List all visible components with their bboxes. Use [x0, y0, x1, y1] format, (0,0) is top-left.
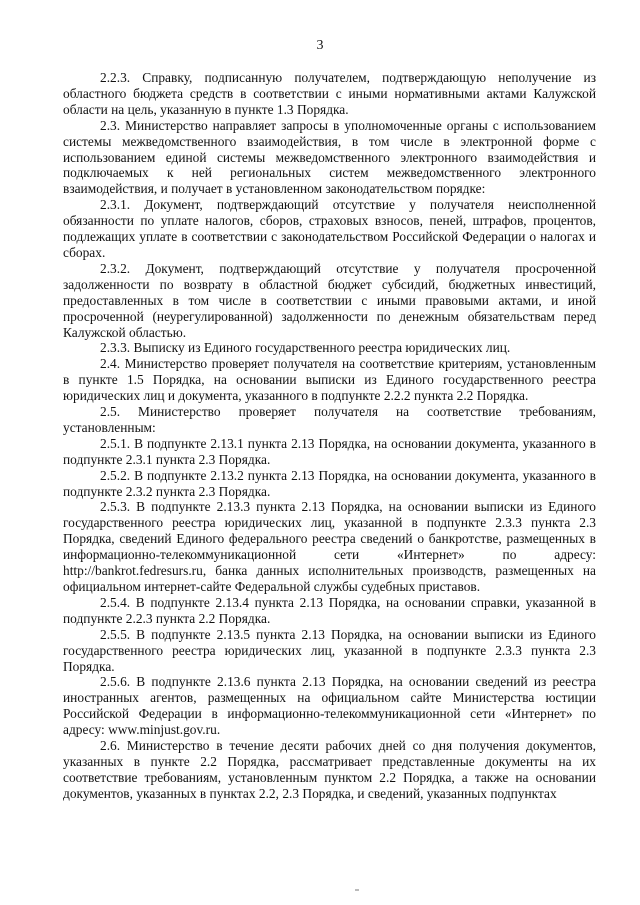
- paragraph-2-5-4: 2.5.4. В подпункте 2.13.4 пункта 2.13 Порядка, на основании справки, указанной в подпункте 2.2.3 пункта 2.2 Порядка.: [63, 594, 596, 626]
- paragraph-2-5-2: 2.5.2. В подпункте 2.13.2 пункта 2.13 Порядка, на основании документа, указанного в подпункте 2.3.2 пункта 2.3 Порядка.: [63, 467, 596, 499]
- paragraph-2-3-3: 2.3.3. Выписку из Единого государственного реестра юридических лиц.: [100, 340, 511, 356]
- page-number: 3: [316, 38, 324, 53]
- paragraph-2-6: 2.6. Министерство в течение десяти рабочих дней со дня получения документов, указанных в пункте 2.2 Порядка, рассматривает представленные документы на их соответствие требованиям, установленным пунктом 2.2 Порядка, а также на основании документов, указанных в пунктах 2.2, 2.3 Порядка, и сведений, указанных подпунктах: [63, 738, 596, 801]
- paragraph-2-5-3: 2.5.3. В подпункте 2.13.3 пункта 2.13 Порядка, на основании выписки из Единого государственного реестра юридических лиц, указанной в подпункте 2.3.3 пункта 2.3 Порядка, сведений Единого федерального реестра сведений о банкротстве, размещенных в информационно-телекоммуникационной сети «Интернет» по адресу: http://bankrot.fedresurs.ru, банка данных исполнительных производств, размещенных на официальном интернет-сайте Федеральной службы судебных приставов.: [63, 499, 596, 594]
- paragraph-2-3-2: 2.3.2. Документ, подтверждающий отсутствие у получателя просроченной задолженности по возврату в областной бюджет субсидий, бюджетных инвестиций, предоставленных в том числе в соответствии с иными правовыми актами, и иной просроченной (неурегулированной) задолженности по денежным обязательствам перед Калужской областью.: [63, 260, 596, 340]
- paragraph-2-5-6: 2.5.6. В подпункте 2.13.6 пункта 2.13 Порядка, на основании сведений из реестра иностранных агентов, размещенных на официальном сайте Министерства юстиции Российской Федерации в информационно-телекоммуникационной сети «Интернет» по адресу: www.minjust.gov.ru.: [63, 674, 596, 738]
- paragraph-2-5: 2.5. Министерство проверяет получателя на соответствие требованиям, установленным:: [63, 404, 596, 435]
- document-body: [63, 70, 596, 802]
- scan-artifact: [355, 889, 359, 891]
- paragraph-2-3: 2.3. Министерство направляет запросы в уполномоченные органы с использованием системы межведомственного взаимодействия, в том числе в электронной форме с использованием единой системы межведомственного электронного взаимодействия и подключаемых к ней региональных систем межведомственного электронного взаимодействия, и получает в установленном законодательством порядке:: [63, 117, 596, 197]
- paragraph-2-2-3: 2.2.3. Справку, подписанную получателем, подтверждающую неполучение из областного бюджета средств в соответствии с иными нормативными актами Калужской области на цель, указанную в пункте 1.3 Порядка.: [63, 70, 596, 117]
- paragraph-2-5-1: 2.5.1. В подпункте 2.13.1 пункта 2.13 Порядка, на основании документа, указанного в подпункте 2.3.1 пункта 2.3 Порядка.: [63, 435, 596, 467]
- paragraph-2-4: 2.4. Министерство проверяет получателя на соответствие критериям, установленным в пункте 1.5 Порядка, на основании выписки из Единого государственного реестра юридических лиц и документа, указанного в подпункте 2.2.2 пункта 2.2 Порядка.: [63, 356, 596, 404]
- paragraph-2-3-1: 2.3.1. Документ, подтверждающий отсутствие у получателя неисполненной обязанности по уплате налогов, сборов, страховых взносов, пеней, штрафов, процентов, подлежащих уплате в соответствии с законодательством Российской Федерации о налогах и сборах.: [63, 197, 596, 260]
- paragraph-2-5-5: 2.5.5. В подпункте 2.13.5 пункта 2.13 Порядка, на основании выписки из Единого государственного реестра юридических лиц, указанной в подпункте 2.3.3 пункта 2.3 Порядка.: [63, 626, 596, 674]
